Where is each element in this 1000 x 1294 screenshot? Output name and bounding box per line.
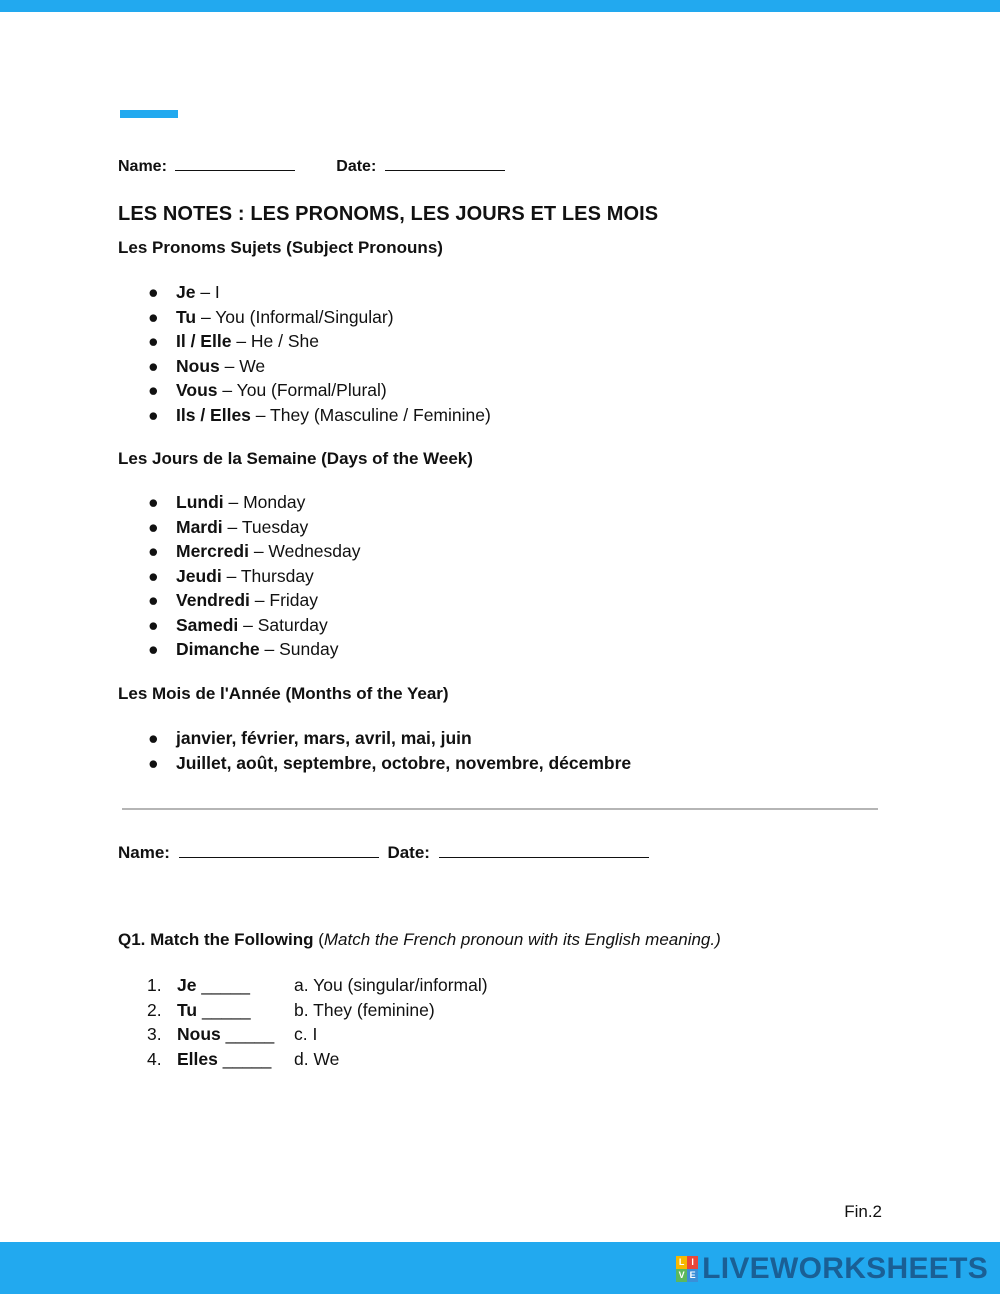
top-accent-bar xyxy=(0,0,1000,12)
list-item: ● Mardi – Tuesday xyxy=(148,516,309,537)
worksheet-date-blank[interactable] xyxy=(439,843,649,858)
answer-blank[interactable]: _____ xyxy=(197,999,251,1020)
match-item: 1. Je _____ a. You (singular/informal) xyxy=(147,975,488,995)
answer-blank[interactable]: _____ xyxy=(220,1024,275,1044)
date-blank[interactable] xyxy=(385,156,505,171)
name-blank[interactable] xyxy=(175,156,295,171)
worksheet-name-label: Name: xyxy=(118,843,170,862)
list-item: ● Jeudi – Thursday xyxy=(148,565,314,586)
list-item: ● Mercredi – Wednesday xyxy=(148,541,361,561)
months-list xyxy=(148,726,631,775)
q1-label: Q1. Match the Following xyxy=(118,930,314,949)
list-item: ● Vous – You (Formal/Plural) xyxy=(148,380,387,400)
list-item: ● Samedi – Saturday xyxy=(148,614,328,635)
list-item: ● Dimanche – Sunday xyxy=(148,639,339,659)
list-item: ● Tu – You (Informal/Singular) xyxy=(148,306,394,327)
q1-prompt: Q1. Match the Following (Match the French pronoun with its English meaning.) xyxy=(118,930,721,949)
days-heading: Les Jours de la Semaine (Days of the Week) xyxy=(118,449,473,468)
list-item: ● Je – I xyxy=(148,282,220,302)
pronouns-heading: Les Pronoms Sujets (Subject Pronouns) xyxy=(118,238,443,257)
q1-instruction: Match the French pronoun with its English meaning.) xyxy=(323,930,721,949)
list-item: ● Vendredi – Friday xyxy=(148,590,318,610)
list-item: ● janvier, février, mars, avril, mai, juin xyxy=(148,728,472,748)
list-item: ● Il / Elle – He / She xyxy=(148,331,320,351)
pronouns-list xyxy=(148,280,491,427)
header-name-date xyxy=(118,156,505,176)
page-title: LES NOTES : LES PRONOMS, LES JOURS ET LES MOIS xyxy=(118,203,659,225)
answer-blank[interactable]: _____ xyxy=(217,1048,272,1069)
list-item: ● Lundi – Monday xyxy=(148,492,306,512)
date-label: Date: xyxy=(336,158,377,175)
logo-mark-icon: L I V E xyxy=(676,1256,698,1282)
match-item: 2. Tu _____ b. They (feminine) xyxy=(147,999,435,1020)
liveworksheets-logo[interactable] xyxy=(676,1250,988,1288)
header-accent-mark xyxy=(120,110,178,118)
days-list xyxy=(148,490,361,662)
page-code: Fin.2 xyxy=(844,1202,882,1221)
answer-blank[interactable]: _____ xyxy=(196,975,250,995)
months-heading: Les Mois de l'Année (Months of the Year) xyxy=(118,684,449,703)
list-item: ● Juillet, août, septembre, octobre, novembre, décembre xyxy=(148,752,632,773)
q1-match-list xyxy=(147,973,488,1071)
name-label: Name: xyxy=(118,158,167,175)
list-item: ● Ils / Elles – They (Masculine / Feminine) xyxy=(148,404,491,425)
worksheet-name-blank[interactable] xyxy=(179,843,379,858)
logo-text: LIVEWORKSHEETS xyxy=(702,1252,988,1285)
match-item: 4. Elles _____ d. We xyxy=(147,1048,340,1069)
list-item: ● Nous – We xyxy=(148,355,266,376)
match-item: 3. Nous _____ c. I xyxy=(147,1024,318,1044)
worksheet-date-label: Date: xyxy=(387,843,430,862)
section-divider xyxy=(122,808,878,810)
worksheet-name-date xyxy=(118,843,649,863)
